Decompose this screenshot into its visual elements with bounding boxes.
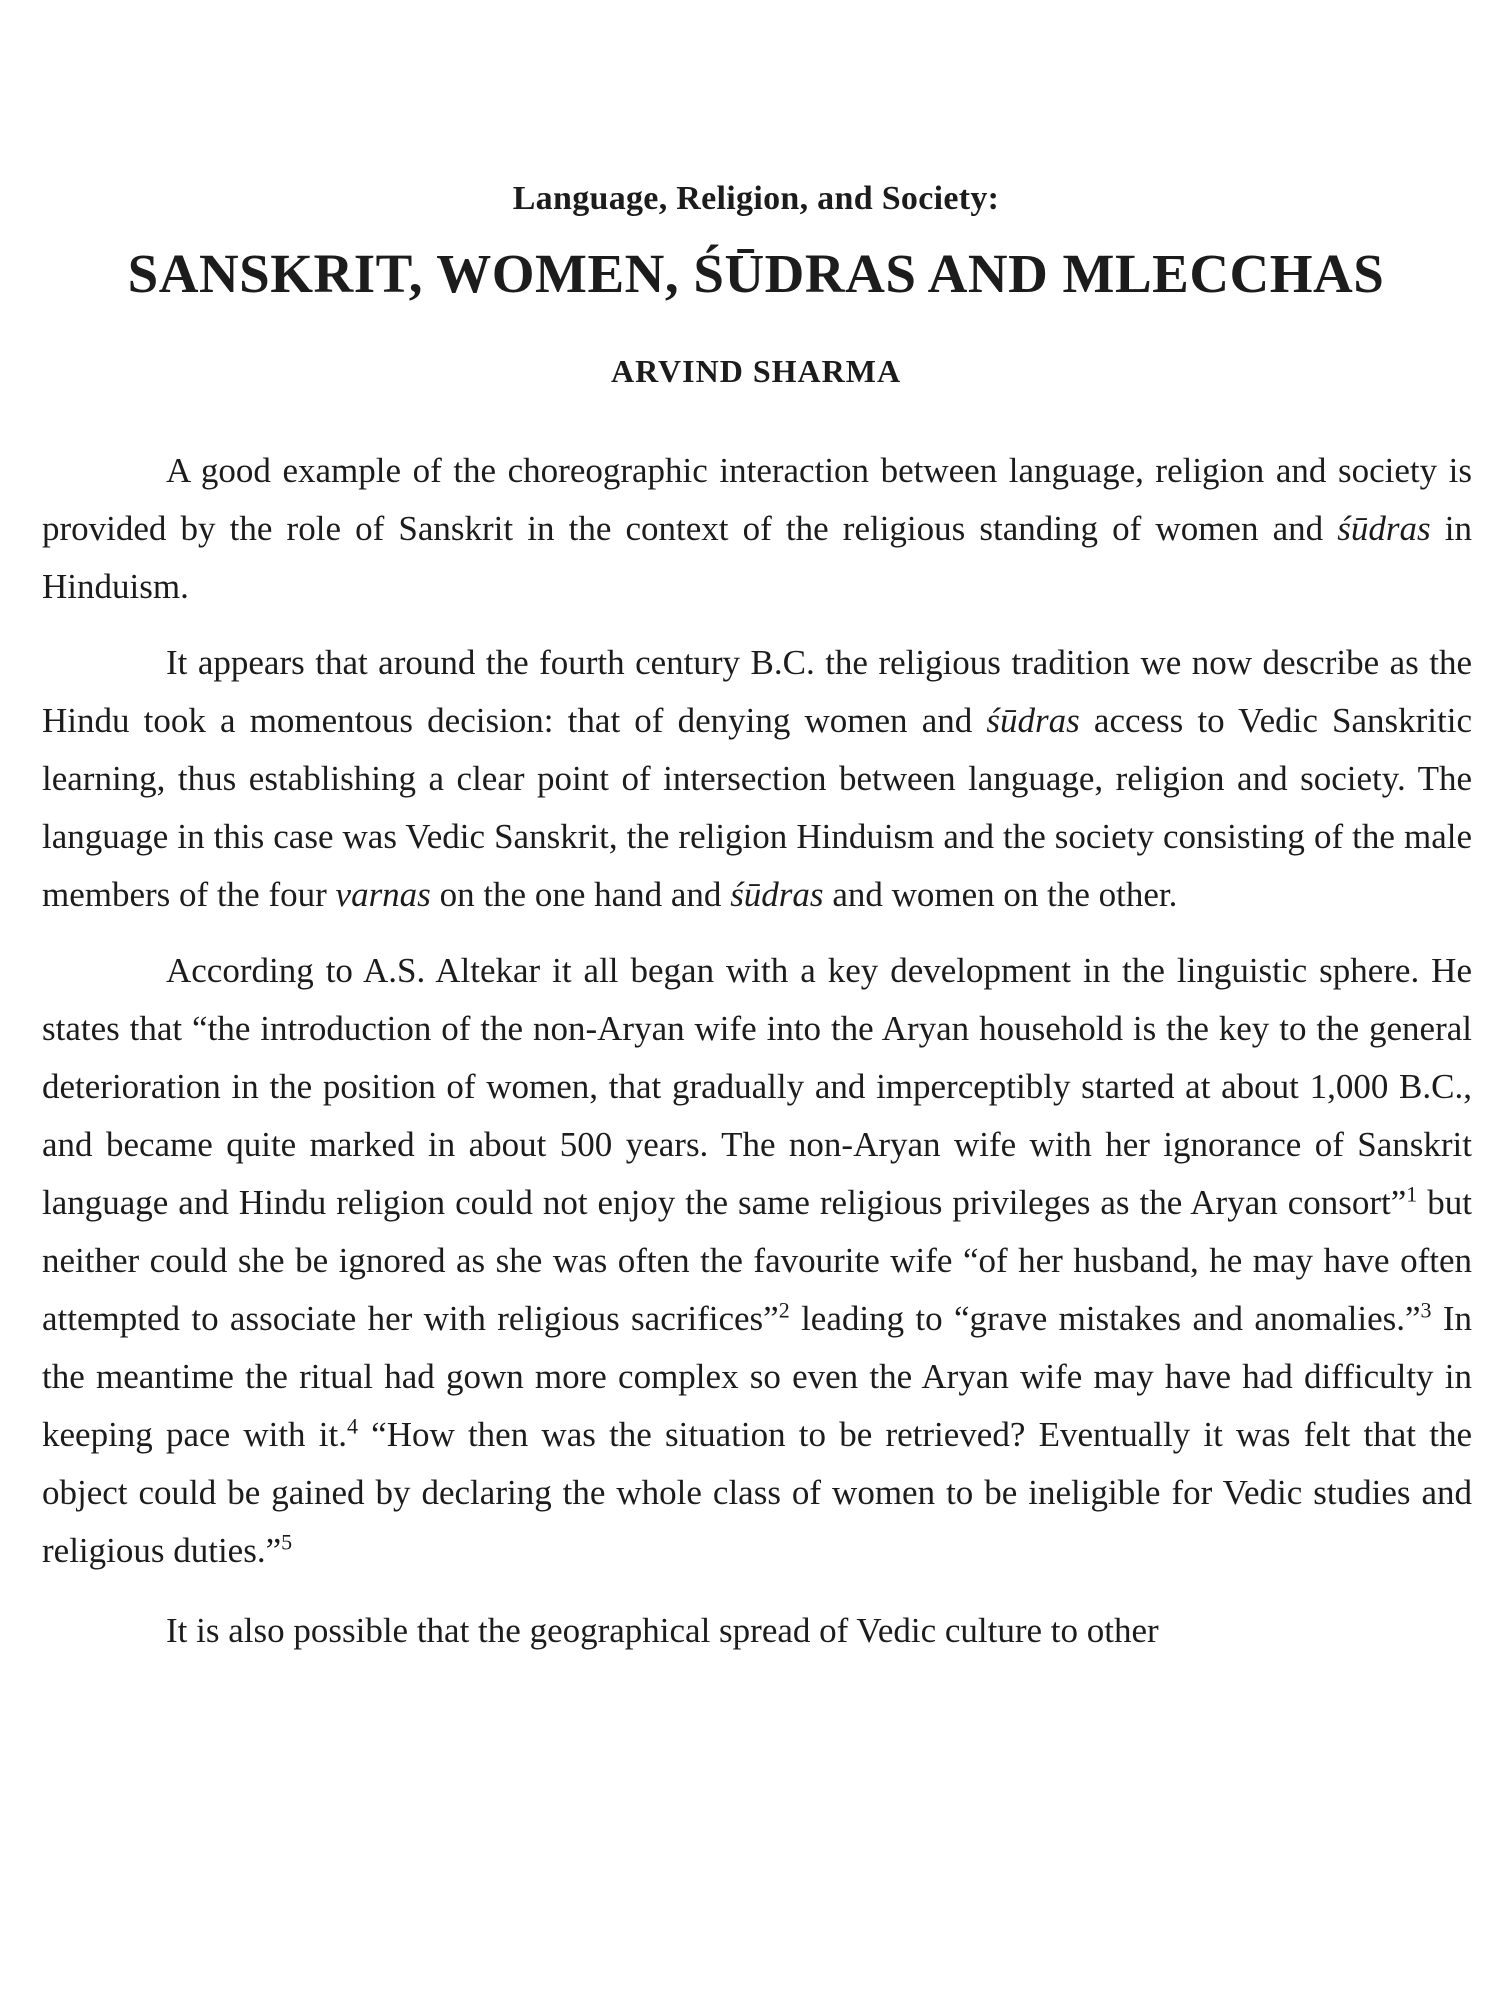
- footnote-ref: 5: [281, 1529, 293, 1555]
- paragraph-text: and women on the other.: [823, 875, 1178, 914]
- paragraph-text: It is also possible that the geographical spread of Vedic culture to other: [166, 1611, 1159, 1650]
- paragraph-text: leading to “grave mistakes and anomalies.”: [789, 1299, 1421, 1338]
- footnote-ref: 1: [1406, 1181, 1418, 1207]
- paragraph-2: [42, 634, 1472, 924]
- italic-term: śūdras: [1337, 509, 1431, 548]
- italic-term: varnas: [335, 875, 431, 914]
- italic-term: śūdras: [986, 701, 1080, 740]
- paragraph-text: access to Vedic Sanskritic learning, thus establishing a clear point of intersection between language, religion and society. The language in this case was Vedic Sanskrit, the religion Hinduism and the society consisting of the male members of the four: [42, 701, 1472, 914]
- paragraph-text: In the meantime the ritual had gown more complex so even the Aryan wife may have had difficulty in keeping pace with it.: [42, 1299, 1473, 1454]
- italic-term: śūdras: [730, 875, 824, 914]
- subtitle: Language, Religion, and Society:: [512, 180, 1000, 217]
- paragraph-4: [42, 1602, 1472, 1660]
- page-title: SANSKRIT, WOMEN, ŚŪDRAS AND MLECCHAS: [127, 243, 1385, 304]
- paragraph-3: [42, 942, 1472, 1580]
- author-name: ARVIND SHARMA: [610, 353, 902, 389]
- footnote-ref: 4: [346, 1413, 358, 1439]
- paragraph-text: It appears that around the fourth century B.C. the religious tradition we now describe as the Hindu took a momentous decision: that of denying women and: [42, 643, 1472, 740]
- paragraph-text: According to A.S. Altekar it all began with a key development in the linguistic sphere. He states that “the introduction of the non-Aryan wife into the Aryan household is the key to the general deterioration in the position of women, that gradually and imperceptibly started at about 1,000 B.C., and became quite marked in about 500 years. The non-Aryan wife with her ignorance of Sanskrit language and Hindu religion could not enjoy the same religious privileges as the Aryan consort”: [42, 951, 1472, 1222]
- paragraph-text: in Hinduism.: [42, 509, 1472, 606]
- paragraph-1: [42, 442, 1472, 616]
- footnote-ref: 2: [778, 1297, 790, 1323]
- article-body: [42, 442, 1472, 1660]
- paragraph-text: A good example of the choreographic interaction between language, religion and society is provided by the role of Sanskrit in the context of the religious standing of women and: [42, 451, 1472, 548]
- paragraph-text: but neither could she be ignored as she was often the favourite wife “of her husband, he may have often attempted to associate her with religious sacrifices”: [42, 1183, 1472, 1338]
- footnote-ref: 3: [1420, 1297, 1432, 1323]
- paragraph-text: “How then was the situation to be retrieved? Eventually it was felt that the object could be gained by declaring the whole class of women to be ineligible for Vedic studies and religious duties.”: [42, 1415, 1472, 1570]
- paragraph-text: on the one hand and: [430, 875, 731, 914]
